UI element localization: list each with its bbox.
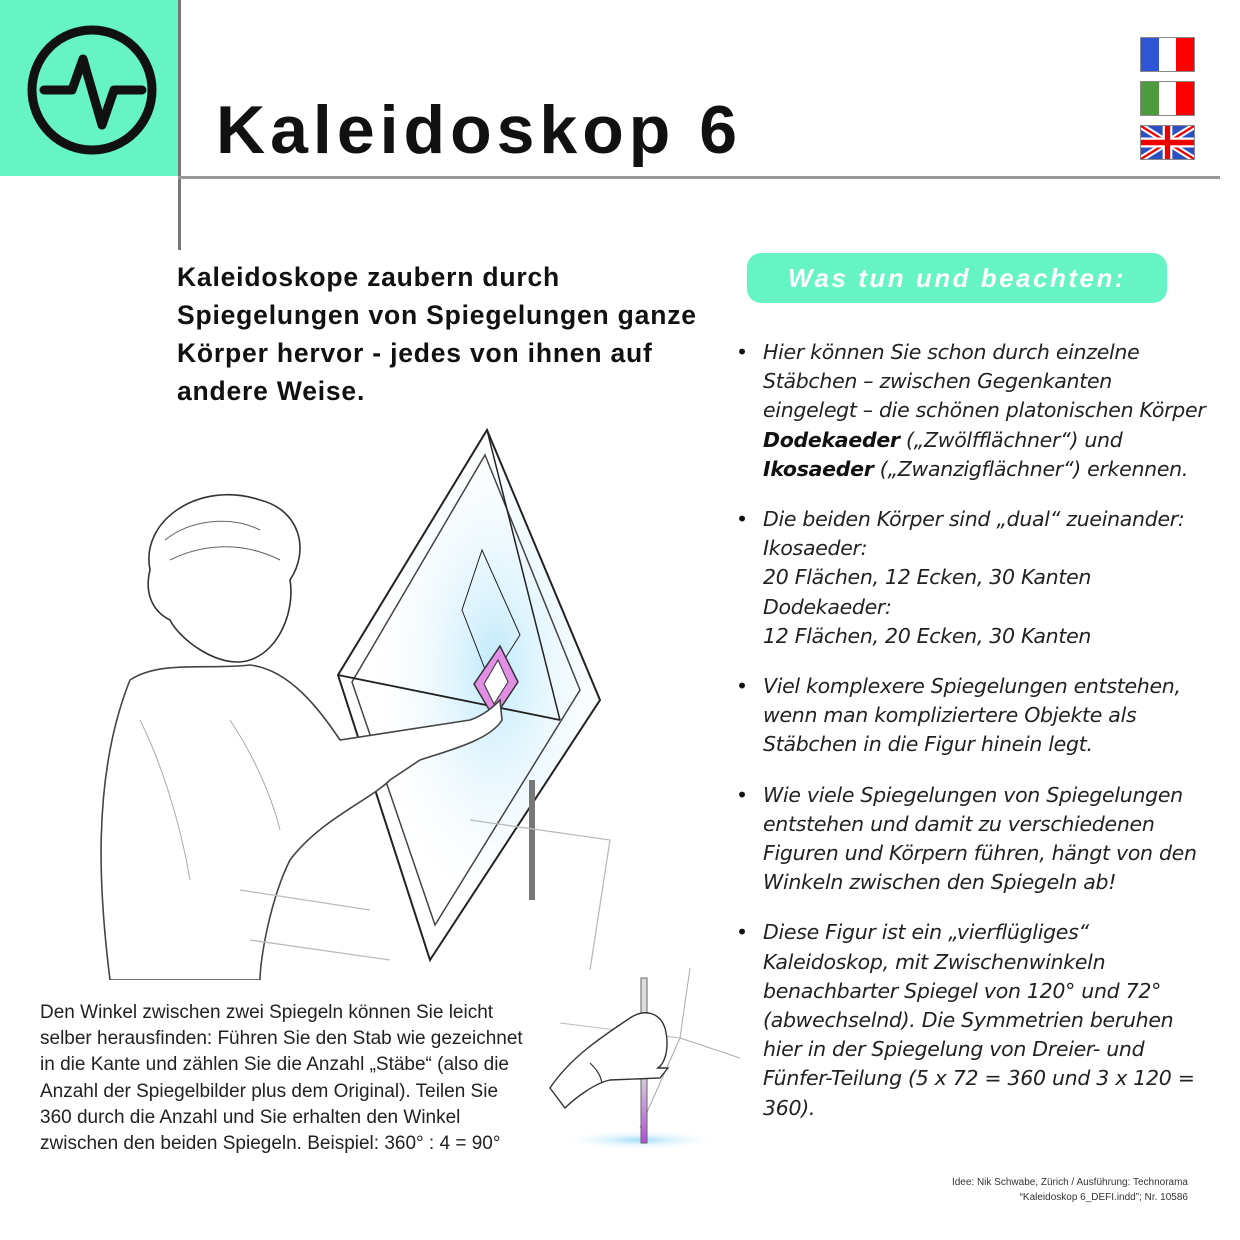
hand-holding-rod-illustration [540,968,740,1158]
list-item: • Die beiden Körper sind „dual“ zueinander: Ikosaeder: 20 Flächen, 12 Ecken, 30 Kanten Dodekaeder: 12 Flächen, 20 Ecken, 30 Kanten [736,505,1211,651]
pulse-wave-circle-icon [26,24,158,156]
page-title: Kaleidoskop 6 [216,92,743,168]
instructions-list [736,338,1211,1144]
language-switcher [1140,37,1195,169]
credits: Idee: Nik Schwabe, Zürich / Ausführung: Technorama “Kaleidoskop 6_DEFI.indd”; Nr. 10586 [951,1177,1188,1203]
angle-instruction-note: Den Winkel zwischen zwei Spiegeln können Sie leicht selber herausfinden: Führen Sie den Stab wie gezeichnet in die Kante und zählen Sie die Anzahl „Stäbe“ (also die Anzahl der Spiegelbilder plus dem Original). Teilen Sie 360 durch die Anzahl und Sie erhalten den Winkel zwischen den beiden Spiegeln. Beispiel: 360° : 4 = 90° [40,1002,523,1155]
list-item: • Hier können Sie schon durch einzelne Stäbchen – zwischen Gegenkanten eingelegt – die schönen platonischen Körper Dodekaeder („Zwölfflächner“) und Ikosaeder („Zwanzigflächner“) erkennen. [736,338,1211,484]
flag-france-icon[interactable] [1140,37,1195,72]
logo-panel [0,0,178,176]
header-horizontal-rule [178,176,1220,179]
header-vertical-rule [178,0,181,250]
list-item: • Diese Figur ist ein „vierflügliges“ Kaleidoskop, mit Zwischenwinkeln benachbarter Spiegel von 120° und 72° (abwechselnd). Die Symmetrien beruhen hier in der Spiegelung von Dreier- und Fünfer-Teilung (5 x 72 = 360 und 3 x 120 = 360). [736,918,1211,1122]
instructions-heading: Was tun und beachten: [747,253,1167,303]
intro-text: Kaleidoskope zaubern durch Spiegelungen von Spiegelungen ganze Körper hervor - jedes von ihnen auf andere Weise. [177,262,697,406]
list-item: • Wie viele Spiegelungen von Spiegelungen entstehen und damit zu verschiedenen Figuren und Körpern führen, hängt von den Winkeln zwischen den Spiegeln ab! [736,781,1211,898]
boy-with-kaleidoscope-illustration [90,420,710,980]
list-item: • Viel komplexere Spiegelungen entstehen, wenn man kompliziertere Objekte als Stäbchen in die Figur hinein legt. [736,672,1211,760]
flag-italy-icon[interactable] [1140,81,1195,116]
flag-uk-icon[interactable] [1140,125,1195,160]
